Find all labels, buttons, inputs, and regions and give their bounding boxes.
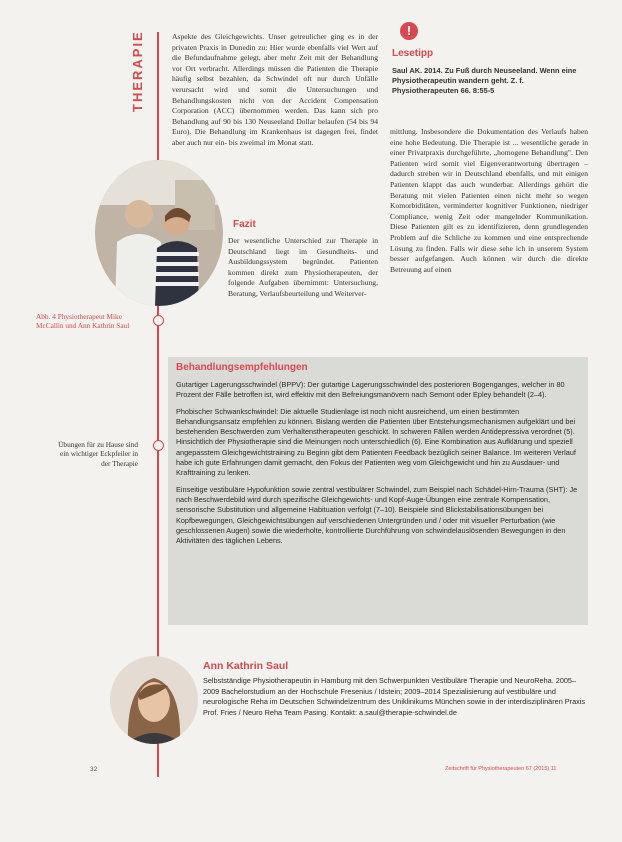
left-column <box>172 32 378 149</box>
fazit-column <box>228 236 378 300</box>
photo-therapist-and-author <box>95 160 223 306</box>
right-column <box>390 127 588 275</box>
rule-marker-2 <box>153 440 164 451</box>
recommendation-vestibular: Einseitige vestibuläre Hypofunktion sowie zentral vestibulärer Schwindel, zum Beispiel nach Schädel-Hirn-Trauma (SHT): Je nach Beschwerdebild wird durch spezifische Gleichgewichts- und Kopf-Auge-Übungen eine zentrale Kompensation, sensorische Substitution und allgemeine Habituation verfolgt (7–10). Beispiele sind Blickstabilisationsübungen bei Kopfbewegungen, Gleichgewichtsübungen auf verschiedenen Untergründen und / oder mit visueller Perturbation (wie geschlossenen Augen) sowie die wiederholte, kontrollierte Durchführung von schwindelauslösenden Bewegungen in den Aktivitäten des täglichen Lebens. <box>176 484 578 546</box>
fazit-text: Der wesentliche Unterschied zur Therapie in Deutschland liegt im Gesundheits- und Ausbildungssystem begründet. Patienten kommen direkt zum Physiotherapeuten, der folgende Aufgaben übernimmt: Untersuchung, Beratung, Verlaufsbeurteilung und Weiterver- <box>228 236 378 298</box>
recommendation-phobic: Phobischer Schwankschwindel: Die aktuelle Studienlage ist noch nicht ausreichend, um einen bestimmten Behandlungsansatz empfehlen zu können. Bislang werden die Patienten über Entstehungsmechanismen aufgeklärt und bei bestehenden Beschwerden zum Verhaltenstherapeuten geschickt. In schweren Fällen werden Antidepressiva verordnet (5). Hinsichtlich der Physiotherapie sind die Meinungen noch unterschiedlich (6). Eine Kombination aus Aufklärung und speziell angepasstem Gleichgewichtstraining zu Beginn gibt dem Patienten Feedback bezüglich seiner Balance. Im weiteren Verlauf habe ich gute Erfahrungen damit gemacht, den Fokus der Patienten weg vom Gleichgewicht und hin zu Ausdauer- und Krafttraining zu lenken. <box>176 406 576 478</box>
author-photo <box>110 656 198 744</box>
fazit-heading: Fazit <box>233 219 256 230</box>
author-bio: Selbstständige Physiotherapeutin in Hamburg mit den Schwerpunkten Vestibuläre Therapie und NeuroReha. 2005–2009 Bachelorstudium an der Hochschule Fresenius / Idstein; 2009–2014 Spezialisierung auf vestibuläre und neurologische Reha im Deutschen Schwindelzentrum des Uniklinikums München sowie in der interdisziplinären Praxis Prof. Fries / Neuro Reha Team Pasing. Kontakt: a.saul@therapie-schwindel.de <box>203 676 586 717</box>
recommendations-body <box>176 380 580 552</box>
page-number: 32 <box>90 766 98 773</box>
recommendation-bppv: Gutartiger Lagerungsschwindel (BPPV): Der gutartige Lagerungsschwindel des posterioren Bogenganges, welcher in 80 Prozent der Fälle betroffen ist, wird effektiv mit den Befreiungsmanövern nach Semont oder Epley behandelt (2–4). <box>176 380 565 400</box>
recommendations-title: Behandlungsempfehlungen <box>176 362 308 373</box>
section-label: THERAPIE <box>130 30 145 112</box>
rule-marker-1 <box>153 315 164 326</box>
exclamation-icon: ! <box>400 22 418 40</box>
journal-footer: Zeitschrift für Physiotherapeuten 67 (2015) 11 <box>445 766 557 772</box>
lesetipp-heading: Lesetipp <box>392 48 434 59</box>
margin-note: Übungen für zu Hause sind ein wichtiger Eckpfeiler in der Therapie <box>58 440 138 468</box>
lesetipp-text: Saul AK. 2014. Zu Fuß durch Neuseeland. Wenn eine Physiotherapeutin wandern geht. Z. f. Physiotherapeuten 66. 8:55-5 <box>392 66 577 96</box>
photo-caption: Abb. 4 Physiotherapeut Mike McCallin und Ann Kathrin Saul <box>36 312 130 331</box>
left-column-text: Aspekte des Gleichgewichts. Unser getreulicher ging es in der privaten Praxis in Dunedin zu: Hier wurde ebenfalls viel Wert auf die Befundaufnahme gelegt, aber mehr Zeit mit der Behandlung vor Ort verbracht. Allerdings müssen die Patienten die Therapie häufig selbst bezahlen, da Schwindel oft nur durch Unfälle verursacht wird und somit die Untersuchungen und Behandlungskosten nicht von der Accident Compensation Corporation (ACC) übernommen werden. Das kann sich pro Behandlung auf 90 bis 130 Neuseeland Dollar belaufen (54 bis 94 Euro). Die Behandlung im Krankenhaus ist dagegen frei, findet aber auch nur ein- bis zweimal im Monat statt. <box>172 32 378 147</box>
author-name: Ann Kathrin Saul <box>203 660 289 672</box>
right-column-text: mittlung. Insbesondere die Dokumentation des Verlaufs haben eine hohe Bedeutung. Die Therapie ist ... wesentliche gerade in einer Privatpraxis durchgeführte, „homogene Behandlung". Den Patienten wird somit viel Eigenverantwortung übertragen – dadurch streben wir in Deutschland ebenfalls, und mit einigen Patienten klappt das auch wunderbar. Allerdings gehört die Beratung mit vielen Patienten einen nicht mehr so wegen Komorbiditäten, verminderter kognitiver Funktionen, niedriger Compliance, wenig Zeit oder mangelnder Kommunikation. Diese Patienten gilt es zu identifizieren, denn grundlegenden Problem auf die Schliche zu kommen und eine entsprechende Lösung zu finden. Falls wir diese sehe ich in unserem System besser aufgefangen. Auch können wir durch die direkte Betreuung auf einen <box>390 127 588 274</box>
